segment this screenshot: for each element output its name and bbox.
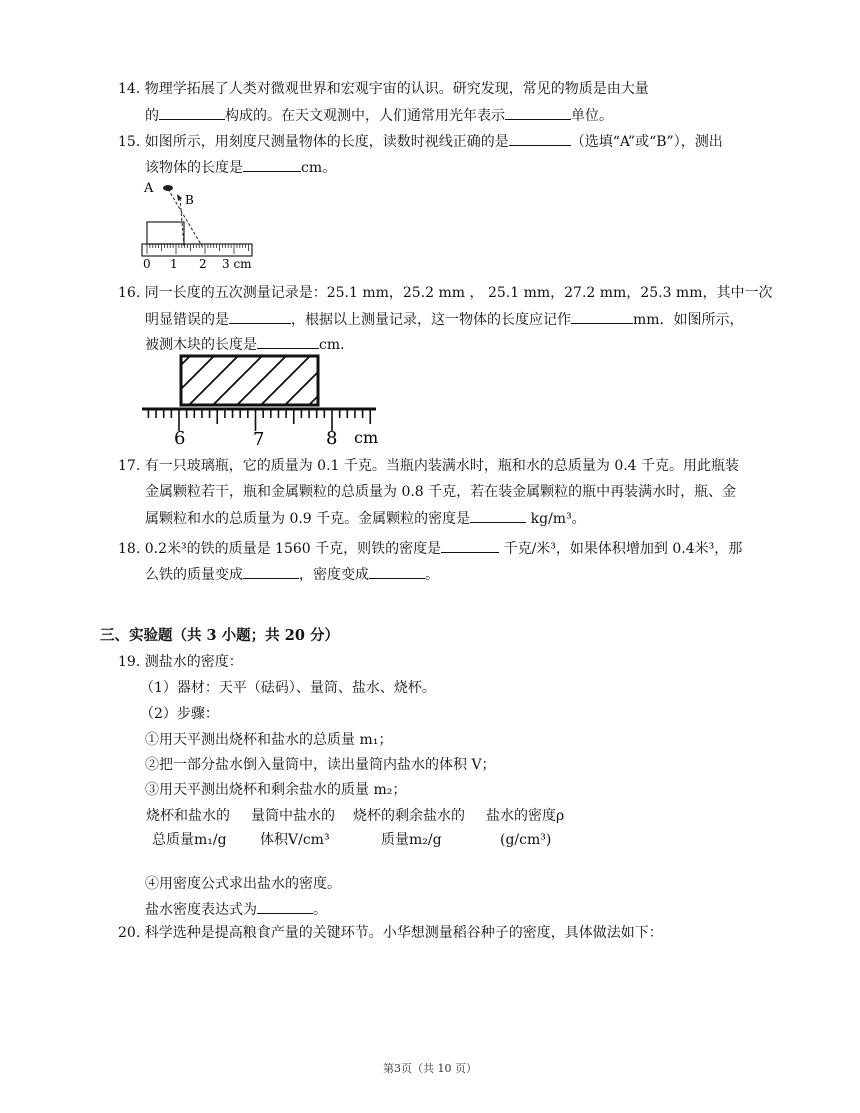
answer-blank[interactable] — [509, 131, 571, 146]
ruler-figure-small — [140, 180, 260, 272]
q14-text: 的 — [145, 108, 159, 124]
eye-a-icon — [163, 185, 173, 191]
q14-text: 构成的。在天文观测中，人们通常用光年表示 — [225, 108, 505, 124]
q15-text: 该物体的长度是 — [145, 160, 243, 176]
tick-label: 7 — [253, 429, 265, 448]
q19-expression — [145, 899, 327, 920]
answer-blank[interactable] — [441, 538, 499, 553]
q14-line2 — [145, 105, 613, 126]
q19-step1: ①用天平测出烧杯和盐水的总质量 m₁； — [145, 732, 393, 748]
table-header: 盐水的密度ρ — [486, 808, 565, 824]
q15-text: （选填“A”或“B”），测出 — [570, 134, 723, 150]
hatch-line — [165, 356, 214, 405]
q16-text: 明显错误的是 — [145, 312, 229, 328]
q16-line2 — [145, 309, 744, 330]
table-header: 体积V/cm³ — [260, 832, 330, 848]
hatch-line — [357, 356, 390, 405]
q15-line2 — [145, 157, 336, 178]
label-a: A — [144, 181, 154, 196]
table-header: 质量m₂/g — [381, 832, 442, 848]
hatch-line — [309, 356, 358, 405]
q18-text: 。 — [425, 567, 439, 583]
eye-b-icon — [177, 194, 182, 201]
q15-text: cm。 — [301, 160, 337, 176]
tick-label: 0 — [143, 257, 151, 271]
table-header: 烧杯的剩余盐水的 — [353, 808, 465, 824]
q15-line1 — [118, 131, 723, 152]
q18-text: ，密度变成 — [299, 567, 369, 583]
q16-text: mm．如图所示， — [633, 312, 744, 328]
q14-line1: 14. 物理学拓展了人类对微观世界和宏观宇宙的认识。研究发现，常见的物质是由大量 — [118, 81, 649, 97]
hatch-line — [213, 356, 262, 405]
q19-materials: （1）器材：天平（砝码）、量筒、盐水、烧杯。 — [140, 680, 436, 696]
q16-line1: 16. 同一长度的五次测量记录是：25.1 mm，25.2 mm ， 25.1 mm，27.2 mm，25.3 mm，其中一次 — [118, 285, 773, 301]
q19-step4: ④用密度公式求出盐水的密度。 — [145, 876, 341, 892]
q19-text: 。 — [313, 902, 327, 918]
q18-text: 18. 0.2米³的铁的质量是 1560 千克，则铁的密度是 — [118, 541, 442, 557]
answer-blank[interactable] — [470, 508, 526, 523]
answer-blank[interactable] — [229, 309, 291, 324]
answer-blank[interactable] — [369, 564, 425, 579]
q16-text: ，根据以上测量记录，这一物体的长度应记作 — [291, 312, 571, 328]
q17-line3 — [145, 508, 586, 529]
hatch-line — [237, 356, 286, 405]
tick-label: 2 — [199, 257, 207, 271]
q19-text: 盐水密度表达式为 — [145, 902, 257, 918]
q15-text: 15. 如图所示，用刻度尺测量物体的长度，读数时视线正确的是 — [118, 134, 509, 150]
q19-step2: ②把一部分盐水倒入量筒中，读出量筒内盐水的体积 V； — [145, 757, 496, 773]
tick-label: 6 — [174, 428, 186, 448]
label-b: B — [185, 193, 194, 207]
section-title: 三、实验题（共 3 小题；共 20 分） — [100, 627, 339, 644]
q17-text: 属颗粒和水的总质量为 0.9 千克。金属颗粒的密度是 — [145, 511, 471, 527]
q18-line1 — [118, 538, 742, 559]
q16-text: 被测木块的长度是 — [145, 337, 257, 353]
q18-line2 — [145, 564, 439, 585]
ruler-ticks — [147, 244, 249, 254]
tick-label: 8 — [326, 428, 338, 448]
tick-label: 1 — [170, 257, 178, 271]
table-header: 总质量m₁/g — [152, 832, 227, 848]
answer-blank[interactable] — [257, 334, 319, 349]
q19-step3: ③用天平测出烧杯和剩余盐水的质量 m₂； — [145, 782, 407, 798]
answer-blank[interactable] — [243, 157, 301, 172]
measured-block — [147, 222, 184, 244]
hatch-line — [261, 356, 310, 405]
q18-text: 千克/米³，如果体积增加到 0.4米³，那 — [503, 541, 743, 557]
unit-label: cm — [354, 428, 379, 447]
q20-line1: 20. 科学选种是提高粮食产量的关键环节。小华想测量稻谷种子的密度，具体做法如下： — [118, 925, 663, 941]
q19-steps-title: （2）步骤： — [140, 706, 219, 722]
answer-blank[interactable] — [257, 899, 313, 914]
hatch-line — [333, 356, 382, 405]
answer-blank[interactable] — [243, 564, 299, 579]
page-footer: 第3页（共 10 页） — [383, 1062, 477, 1075]
table-header: 量筒中盐水的 — [251, 808, 335, 824]
table-header: (g/cm³) — [500, 832, 552, 848]
hatch-line — [285, 356, 334, 405]
wood-block — [181, 356, 318, 405]
q14-text: 单位。 — [571, 108, 613, 124]
block-hatching — [141, 356, 390, 405]
hatch-line — [189, 356, 238, 405]
q17-line2: 金属颗粒若干，瓶和金属颗粒的总质量为 0.8 千克，若在装金属颗粒的瓶中再装满水时，瓶、金 — [145, 484, 737, 500]
q17-text: kg/m³。 — [530, 511, 586, 527]
table-header: 烧杯和盐水的 — [146, 808, 230, 824]
q16-text: cm． — [319, 337, 355, 353]
answer-blank[interactable] — [571, 309, 633, 324]
ruler-figure-wood-block — [140, 352, 390, 448]
q17-line1: 17. 有一只玻璃瓶，它的质量为 0.1 千克。当瓶内装满水时，瓶和水的总质量为 0.4 千克。用此瓶装 — [118, 458, 740, 474]
answer-blank[interactable] — [505, 105, 571, 120]
hatch-line — [141, 356, 190, 405]
answer-blank[interactable] — [159, 105, 225, 120]
q19-title: 19. 测盐水的密度： — [118, 654, 243, 670]
q18-text: 么铁的质量变成 — [145, 567, 243, 583]
tick-label: 3 cm — [222, 257, 252, 271]
